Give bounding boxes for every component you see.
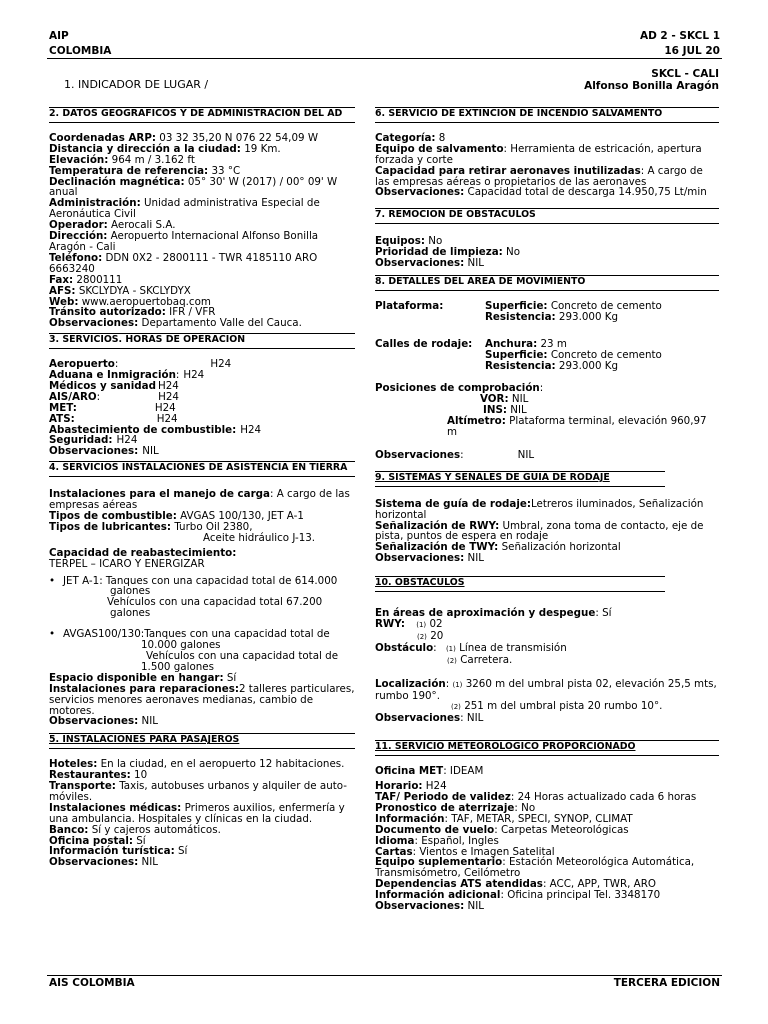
passenger-facility-value: Sí xyxy=(174,845,188,858)
geo-data-label: Web: xyxy=(49,295,79,308)
lubricant-types-2: Aceite hidráulico J-13. xyxy=(203,531,316,544)
geo-data-row xyxy=(49,253,355,275)
repair-facilities: Instalaciones para reparaciones:2 talleres particulares, servicios menores aeronaves medianas, cambio de motores. xyxy=(49,682,355,717)
rescue-service-row xyxy=(375,144,719,166)
header-code: AD 2 - SKCL 1 xyxy=(639,30,720,42)
location-indicator: 1. INDICADOR DE LUGAR / xyxy=(64,78,209,91)
geo-data-value: SKCLYDYA - SKCLYDYX xyxy=(75,284,191,297)
passenger-facility-value: NIL xyxy=(138,856,158,869)
jet-a1-item: • JET A-1: Tanques con una capacidad total de 614.000 xyxy=(49,576,355,587)
footer-divider xyxy=(47,975,722,976)
geo-data-label: Observaciones: xyxy=(49,317,139,330)
service-hours-value: NIL xyxy=(142,445,159,458)
geo-data-label: Temperatura de referencia: xyxy=(49,164,209,177)
passenger-facility-value: Primeros auxilios, enfermería y una ambulancia. Hospitales y clínicas en la ciudad. xyxy=(49,801,345,825)
apron-details: Superficie: Concreto de cemento Resistencia: 293.000 Kg xyxy=(485,299,662,323)
geo-data-row xyxy=(49,231,355,253)
section-4-observations: Observaciones: NIL xyxy=(49,715,158,728)
geo-data-label: AFS: xyxy=(49,284,76,297)
approach-obstacles: En áreas de aproximación y despegue: Sí xyxy=(375,607,612,620)
service-hours-label: Aduana e Inmigración xyxy=(49,369,176,382)
geo-data-label: Coordenadas ARP: xyxy=(49,131,157,144)
passenger-facility-label: Oficina postal: xyxy=(49,834,133,847)
footer-edition: TERCERA EDICION xyxy=(613,977,720,989)
obstacle-removal-value: No xyxy=(502,246,521,259)
obstacle-location-2: (2) 251 m del umbral pista 20 rumbo 10°. xyxy=(451,700,663,713)
service-hours-label: Observaciones: xyxy=(49,445,139,458)
met-service-label: Oficina MET xyxy=(375,765,444,778)
service-hours-row xyxy=(49,446,355,457)
geo-data-label: Declinación magnética: xyxy=(49,175,185,188)
obstacle-removal-row xyxy=(375,258,719,269)
met-service-value: : Español, Ingles xyxy=(414,834,499,847)
passenger-facility-value: Taxis, autobuses urbanos y alquiler de auto-móviles. xyxy=(49,780,347,803)
passenger-facility-value: 10 xyxy=(130,769,148,782)
service-hours-value: H24 xyxy=(210,358,232,371)
met-service-label: Observaciones: xyxy=(375,900,465,913)
header-left xyxy=(49,29,111,59)
met-service-value: : IDEAM xyxy=(443,765,484,778)
geo-data-value: 964 m / 3.162 ft xyxy=(108,153,195,166)
aerodrome-code: SKCL - CALI xyxy=(651,68,719,80)
rescue-service-row xyxy=(375,166,719,188)
section-8-heading: 8. DETALLES DEL AREA DE MOVIMIENTO xyxy=(375,275,719,291)
section-5-list xyxy=(49,759,355,868)
geo-data-label: Operador: xyxy=(49,219,108,232)
met-service-value: : Carpetas Meteorológicas xyxy=(494,823,629,836)
service-hours-value: H24 xyxy=(157,379,179,392)
section-2-heading: 2. DATOS GEOGRAFICOS Y DE ADMINISTRACION DEL AD xyxy=(49,107,355,123)
taxiway-row xyxy=(375,339,719,372)
met-service-label: Equipo suplementario xyxy=(375,856,503,869)
section-3-heading: 3. SERVICIOS. HORAS DE OPERACION xyxy=(49,333,355,349)
jet-a1-item-4: galones xyxy=(110,607,151,620)
twy-markings: Señalización de TWY: Señalización horizontal xyxy=(375,541,621,554)
met-service-label: Dependencias ATS atendidas xyxy=(375,878,543,891)
geo-data-value: IFR / VFR xyxy=(165,306,216,319)
taxiway-label: Calles de rodaje: xyxy=(375,337,473,350)
section-3-list xyxy=(49,359,355,457)
service-hours-label: Médicos y sanidad xyxy=(49,379,156,392)
refuel-capacity-value: TERPEL – ICARO Y ENERGIZAR xyxy=(49,557,205,570)
section-6-heading: 6. SERVICIO DE EXTINCION DE INCENDIO SALVAMENTO xyxy=(375,107,719,123)
geo-data-value: DDN 0X2 - 2800111 - TWR 4185110 ARO 6663240 xyxy=(49,251,318,275)
geo-data-label: Distancia y dirección a la ciudad: xyxy=(49,142,241,155)
service-hours-label: Seguridad: xyxy=(49,434,113,447)
avgas-item: • AVGAS100/130:Tanques con una capacidad total de xyxy=(49,629,355,640)
passenger-facility-value: Sí y cajeros automáticos. xyxy=(88,823,221,836)
section-7-heading: 7. REMOCION DE OBSTACULOS xyxy=(375,208,719,224)
passenger-facility-value: En la ciudad, en el aeropuerto 12 habitaciones. xyxy=(97,758,345,771)
geo-data-label: Dirección: xyxy=(49,230,108,243)
service-hours-label: AIS/ARO xyxy=(49,390,97,403)
service-hours-row: Aduana e Inmigración: H24 xyxy=(49,369,205,382)
geo-data-value: 19 Km. xyxy=(240,142,281,155)
geo-data-value: Departamento Valle del Cauca. xyxy=(138,317,302,330)
rescue-service-value: : Herramienta de estricación, apertura forzada y corte xyxy=(375,142,702,166)
section-7-list xyxy=(375,236,719,275)
met-service-value: : Vientos e Imagen Satelital xyxy=(412,845,555,858)
met-service-label: Cartas xyxy=(375,845,413,858)
geo-data-label: Administración: xyxy=(49,197,141,210)
obstacle-type-2: (2) Carretera. xyxy=(447,653,513,666)
passenger-facility-label: Instalaciones médicas: xyxy=(49,801,182,814)
section-2-list xyxy=(49,133,355,329)
footer-publisher: AIS COLOMBIA xyxy=(49,977,135,989)
met-service-label: Documento de vuelo xyxy=(375,823,495,836)
aerodrome-title xyxy=(584,68,719,92)
section-5-heading: 5. INSTALACIONES PARA PASAJEROS xyxy=(49,733,355,749)
header-date: 16 JUL 20 xyxy=(664,45,720,57)
passenger-facility-label: Restaurantes: xyxy=(49,769,131,782)
met-service-label: TAF/ Periodo de validez xyxy=(375,790,511,803)
obstacle-rwy: RWY: (1) 02 xyxy=(375,618,443,630)
met-service-value: H24 xyxy=(422,780,447,793)
geo-data-label: Tránsito autorizado: xyxy=(49,306,166,319)
rescue-service-label: Categoría: xyxy=(375,131,436,144)
met-service-label: Pronostico de aterrizaje xyxy=(375,801,515,814)
section-10-heading: 10. OBSTACULOS xyxy=(375,576,665,592)
passenger-facility-row xyxy=(49,857,355,868)
section-9-observations: Observaciones: NIL xyxy=(375,552,484,565)
left-column xyxy=(49,107,355,868)
obstacle-rwy-2: (2) 20 xyxy=(417,629,444,642)
lubricant-types: Tipos de lubricantes: Turbo Oil 2380, xyxy=(49,520,253,533)
met-service-row xyxy=(375,901,719,912)
geo-data-value: Unidad administrativa Especial de Aeronáutica Civil xyxy=(49,197,320,221)
met-service-value: : Estación Meteorológica Automática, Transmisómetro, Ceilómetro xyxy=(375,856,695,880)
header-country: COLOMBIA xyxy=(49,45,112,57)
obstacle-removal-value: No xyxy=(424,235,443,248)
met-service-value: NIL xyxy=(464,900,484,913)
service-hours-label: ATS: xyxy=(49,412,75,425)
service-hours-value: H24 xyxy=(158,390,179,403)
geo-data-value: 2800111 xyxy=(73,273,123,286)
obstacle-removal-label: Equipos: xyxy=(375,235,425,248)
met-service-label: Información adicional xyxy=(375,889,501,902)
met-service-value: : TAF, METAR, SPECI, SYNOP, CLIMAT xyxy=(444,812,633,825)
section-10-observations: Observaciones: NIL xyxy=(375,712,484,725)
avgas-item-3: Vehículos con una capacidad total de xyxy=(146,649,339,662)
service-hours-label: Abastecimiento de combustible: xyxy=(49,423,237,436)
geo-data-label: Fax: xyxy=(49,273,74,286)
rescue-service-label: Observaciones: xyxy=(375,186,465,199)
rescue-service-label: Capacidad para retirar aeronaves inutilizadas xyxy=(375,164,641,177)
met-service-value: : No xyxy=(514,801,536,814)
ins-check: INS: NIL xyxy=(483,404,527,417)
geo-data-value: 05° 30' W (2017) / 00° 09' W anual xyxy=(49,175,338,199)
apron-label: Plataforma: xyxy=(375,299,444,312)
obstacle-removal-value: NIL xyxy=(464,257,484,270)
met-service-row xyxy=(375,766,719,777)
section-4-heading: 4. SERVICIOS INSTALACIONES DE ASISTENCIA EN TIERRA xyxy=(49,461,355,477)
geo-data-value: Aeropuerto Internacional Alfonso Bonilla Aragón - Cali xyxy=(49,230,319,253)
section-11-heading: 11. SERVICIO METEOROLOGICO PROPORCIONADO xyxy=(375,740,719,756)
obstacle-removal-label: Observaciones: xyxy=(375,257,465,270)
passenger-facility-label: Hoteles: xyxy=(49,758,98,771)
service-hours-value: H24 xyxy=(154,401,176,414)
met-service-label: Información xyxy=(375,812,445,825)
service-hours-value: H24 xyxy=(116,434,138,447)
passenger-facility-label: Transporte: xyxy=(49,780,116,793)
passenger-facility-value: Sí xyxy=(132,834,146,847)
met-service-label: Horario: xyxy=(375,780,423,793)
header-right xyxy=(640,29,720,59)
header-aip: AIP xyxy=(49,30,69,42)
altimeter-check: Altímetro: Plataforma terminal, elevación 960,97 m xyxy=(447,415,707,439)
met-service-row xyxy=(375,857,719,879)
section-8-observations: Observaciones: NIL xyxy=(375,448,535,461)
passenger-facility-label: Banco: xyxy=(49,823,89,836)
service-hours-value: H24 xyxy=(240,423,262,436)
geo-data-label: Elevación: xyxy=(49,153,109,166)
obstacle-location: Localización: (1) 3260 m del umbral pista 02, elevación 25,5 mts, rumbo 190°. xyxy=(375,677,717,702)
rescue-service-value: : A cargo de las empresas aéreas o propietarios de las aeronaves xyxy=(375,164,703,188)
header-divider xyxy=(47,58,722,59)
service-hours-value: H24 xyxy=(183,369,205,382)
geo-data-value: www.aeropuertobaq.com xyxy=(78,295,211,308)
met-service-value: : 24 Horas actualizado cada 6 horas xyxy=(510,790,697,803)
jet-a1-item-2: galones xyxy=(110,585,151,598)
rescue-service-label: Equipo de salvamento xyxy=(375,142,504,155)
aerodrome-name: Alfonso Bonilla Aragón xyxy=(584,80,719,92)
geo-data-row xyxy=(49,198,355,220)
service-hours-row: Aeropuerto: H24 xyxy=(49,358,232,371)
apron-row xyxy=(375,301,719,323)
service-hours-label: Aeropuerto xyxy=(49,358,115,371)
passenger-facility-row xyxy=(49,803,355,825)
geo-data-label: Teléfono: xyxy=(49,251,103,264)
jet-a1-item-3: Vehículos con una capacidad total 67.200 xyxy=(107,596,323,609)
obstacle-removal-label: Prioridad de limpieza: xyxy=(375,246,503,259)
obstacle-type: Obstáculo: (1) Línea de transmisión xyxy=(375,641,567,654)
right-column xyxy=(375,107,719,912)
rescue-service-row xyxy=(375,187,719,198)
geo-data-value: 33 °C xyxy=(208,164,241,177)
geo-data-value: 03 32 35,20 N 076 22 54,09 W xyxy=(156,131,319,144)
fuel-types: Tipos de combustible: AVGAS 100/130, JET A-1 xyxy=(49,510,304,522)
section-11-list xyxy=(375,766,719,912)
rescue-service-value: 8 xyxy=(435,131,446,144)
service-hours-label: MET: xyxy=(49,401,77,414)
service-hours-value: H24 xyxy=(156,412,178,425)
vor-check: VOR: NIL xyxy=(480,393,529,406)
rwy-markings: Señalización de RWY: Umbral, zona toma de contacto, eje de pista, puntos de espera en rodaje xyxy=(375,519,704,543)
refuel-capacity-label: Capacidad de reabastecimiento: xyxy=(49,546,237,559)
hangar-space: Espacio disponible en hangar: Sí xyxy=(49,671,237,684)
service-hours-row: AIS/ARO: H24 xyxy=(49,390,179,403)
geo-data-row xyxy=(49,177,355,199)
cargo-handling: Instalaciones para el manejo de carga: A cargo de las empresas aéreas xyxy=(49,488,350,512)
passenger-facility-label: Información turística: xyxy=(49,845,175,858)
avgas-item-4: 1.500 galones xyxy=(141,660,214,673)
geo-data-value: Aerocali S.A. xyxy=(107,219,176,232)
met-service-value: : ACC, APP, TWR, ARO xyxy=(542,878,656,891)
met-service-label: Idioma xyxy=(375,834,415,847)
geo-data-row xyxy=(49,318,355,329)
met-service-value: : Oficina principal Tel. 3348170 xyxy=(500,889,661,902)
passenger-facility-row xyxy=(49,781,355,803)
avgas-item-2: 10.000 galones xyxy=(141,639,221,652)
taxiway-details: Anchura: 23 m Superficie: Concreto de cemento Resistencia: 293.000 Kg xyxy=(485,337,662,372)
section-6-list xyxy=(375,133,719,198)
check-positions: Posiciones de comprobación: xyxy=(375,382,544,395)
section-9-heading: 9. SISTEMAS Y SEÑALES DE GUIA DE RODAJE xyxy=(375,471,665,487)
rescue-service-value: Capacidad total de descarga 14.950,75 Lt/min xyxy=(464,186,707,199)
passenger-facility-label: Observaciones: xyxy=(49,856,139,869)
taxi-guidance: Sistema de guía de rodaje:Letreros iluminados, Señalización horizontal xyxy=(375,497,704,521)
